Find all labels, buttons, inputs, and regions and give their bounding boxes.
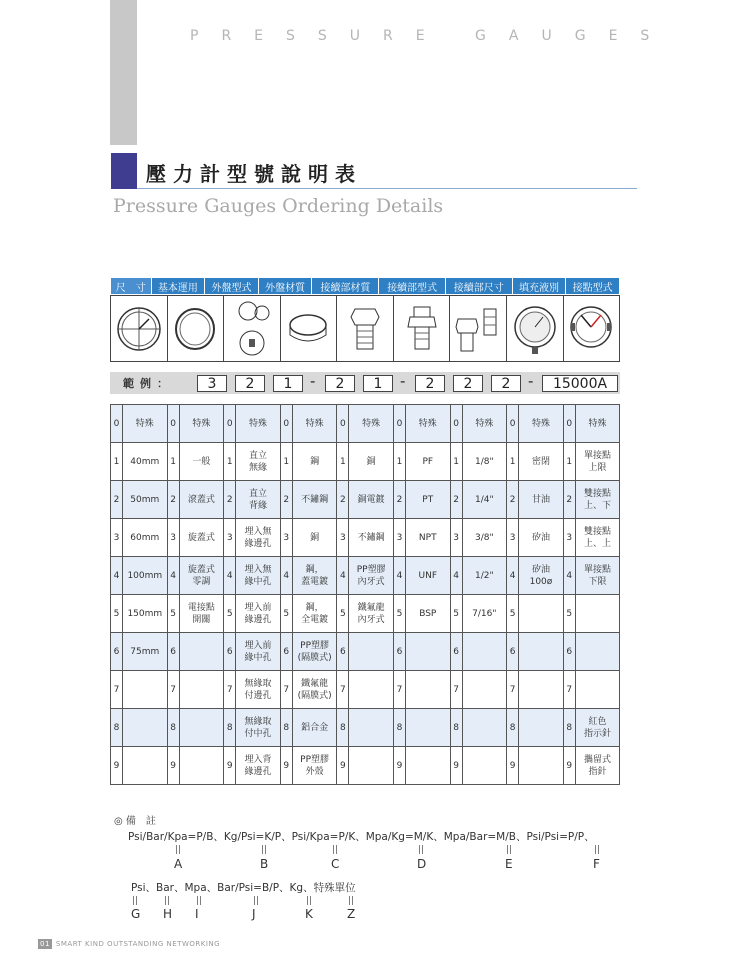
column-header: 尺 寸 [111,278,152,295]
code-digit: 2 [393,481,405,519]
column-header: 接點型式 [566,278,620,295]
column-header-table [110,277,620,295]
fitting-icon [337,296,394,361]
option-value: BSP [405,595,450,633]
option-value: 矽油 100ø [519,557,564,595]
option-value: 矽油 [519,519,564,557]
code-digit: 0 [563,405,575,443]
table-row [111,481,620,519]
code-digit: 0 [167,405,179,443]
code-digit: 5 [224,595,236,633]
code-digit: 4 [450,557,462,595]
option-value [519,747,564,785]
code-digit: 8 [337,709,349,747]
equals-mark: || [332,845,339,855]
option-value: 1/4" [462,481,507,519]
code-digit: 6 [450,633,462,671]
code-digit: 9 [563,747,575,785]
option-value [462,747,507,785]
equals-mark: || [348,896,355,906]
code-digit: 1 [507,443,519,481]
option-value: 滾蓋式 [179,481,224,519]
liquid-gauge-icon [507,296,564,361]
code-digit: 4 [111,557,123,595]
equals-mark: || [506,845,513,855]
equals-mark: || [132,896,139,906]
footer-text: SMART KIND OUTSTANDING NETWORKING [55,940,221,948]
example-code-6: 2 [415,375,445,392]
page-number: 01 [40,940,50,948]
code-digit: 5 [280,595,292,633]
table-row [111,519,620,557]
option-value: 鋁合金 [292,709,337,747]
option-value: 60mm [123,519,168,557]
code-digit: 4 [280,557,292,595]
example-label: 範例： [123,377,174,390]
case-icon [281,296,338,361]
option-value [575,671,620,709]
column-header: 接續部材質 [312,278,379,295]
ring-icon [168,296,225,361]
column-header: 外盤材質 [258,278,312,295]
option-value: 攜留式 指針 [575,747,620,785]
option-value [123,671,168,709]
code-digit: 5 [393,595,405,633]
decorative-grey-bar [110,0,137,145]
option-value [349,709,394,747]
unit-letter: B [260,857,269,871]
unit-letter: K [305,907,313,921]
code-digit: 7 [393,671,405,709]
example-dash: - [400,372,406,390]
gauge-front-icon [111,296,168,361]
table-row [111,557,620,595]
option-value: 鋼， 蓋電鍍 [292,557,337,595]
option-value: 無緣取 付中孔 [236,709,281,747]
table-row [111,709,620,747]
option-value: 特殊 [519,405,564,443]
option-value [179,747,224,785]
option-value: 鋼 [292,443,337,481]
code-digit: 5 [111,595,123,633]
gauge-back-icon [224,296,281,361]
option-value [575,595,620,633]
notes-line-2: Psi、Bar、Mpa、Bar/Psi=B/P、Kg、特殊單位 [131,882,356,894]
option-value [405,671,450,709]
code-digit: 2 [280,481,292,519]
code-digit: 2 [167,481,179,519]
option-value: 100mm [123,557,168,595]
option-value [349,633,394,671]
option-value: 旋蓋式 [179,519,224,557]
option-value: UNF [405,557,450,595]
code-digit: 5 [507,595,519,633]
code-digit: 5 [563,595,575,633]
equals-mark: || [164,896,171,906]
code-digit: 0 [111,405,123,443]
contact-gauge-icon [564,296,620,361]
option-value [519,595,564,633]
option-value: 埋入前 緣中孔 [236,633,281,671]
example-bar [110,372,620,394]
table-row [111,405,620,443]
option-value: 7/16" [462,595,507,633]
example-dash: - [310,372,316,390]
code-digit: 4 [224,557,236,595]
code-digit: 3 [393,519,405,557]
code-digit: 6 [393,633,405,671]
example-code-1: 3 [197,375,227,392]
code-digit: 3 [507,519,519,557]
option-value: 無緣取 付邊孔 [236,671,281,709]
option-value: PF [405,443,450,481]
code-digit: 4 [507,557,519,595]
code-digit: 9 [167,747,179,785]
page-subtitle: Pressure Gauges Ordering Details [113,195,444,217]
unit-letter: H [163,907,173,921]
code-digit: 7 [337,671,349,709]
equals-mark: || [261,845,268,855]
code-digit: 0 [393,405,405,443]
example-code-3: 1 [273,375,303,392]
option-value: 特殊 [462,405,507,443]
option-value: 銅 [292,519,337,557]
option-value [349,671,394,709]
option-value [519,633,564,671]
code-digit: 1 [280,443,292,481]
code-digit: 2 [224,481,236,519]
option-value: 直立 背緣 [236,481,281,519]
code-digit: 9 [393,747,405,785]
option-value: PP塑膠 內牙式 [349,557,394,595]
code-digit: 1 [393,443,405,481]
code-digit: 8 [280,709,292,747]
code-digit: 5 [167,595,179,633]
option-value: 特殊 [292,405,337,443]
code-digit: 7 [507,671,519,709]
code-digit: 3 [111,519,123,557]
code-digit: 5 [450,595,462,633]
option-value: 雙接點 上、下 [575,481,620,519]
option-value: 密閉 [519,443,564,481]
unit-letter: D [417,857,427,871]
option-value [462,709,507,747]
fitting-pair-icon [450,296,507,361]
option-value: 旋蓋式 零調 [179,557,224,595]
code-digit: 3 [167,519,179,557]
option-value: PP塑膠 (隔膜式) [292,633,337,671]
equals-mark: || [253,896,260,906]
fitting-side-icon [394,296,451,361]
option-value: 鐵氟龍 (隔膜式) [292,671,337,709]
code-digit: 3 [450,519,462,557]
option-value: 40mm [123,443,168,481]
code-digit: 9 [507,747,519,785]
option-value: 銅電鍍 [349,481,394,519]
code-digit: 7 [224,671,236,709]
top-title: PRESSURE GAUGES [190,28,673,44]
option-value: 埋入無 緣邊孔 [236,519,281,557]
option-value: 特殊 [179,405,224,443]
code-digit: 4 [563,557,575,595]
code-digit: 7 [450,671,462,709]
unit-letter: E [505,857,513,871]
code-digit: 0 [280,405,292,443]
option-value: 不鏽鋼 [349,519,394,557]
option-value: 鐵氟龍 內牙式 [349,595,394,633]
option-value [462,633,507,671]
option-value: 埋入無 緣中孔 [236,557,281,595]
example-code-5: 1 [363,375,393,392]
title-accent-block [111,153,137,189]
option-value: 單接點 上限 [575,443,620,481]
option-value: 單接點 下限 [575,557,620,595]
option-value: 甘油 [519,481,564,519]
code-digit: 9 [111,747,123,785]
option-value: NPT [405,519,450,557]
option-value [462,671,507,709]
code-digit: 2 [563,481,575,519]
option-value: 埋入前 緣邊孔 [236,595,281,633]
option-value: 鋼， 全電鍍 [292,595,337,633]
code-digit: 2 [450,481,462,519]
example-code-9: 15000A [542,375,618,392]
unit-letter: I [195,907,199,921]
code-digit: 8 [224,709,236,747]
option-value: 不鏽鋼 [292,481,337,519]
example-dash: - [528,372,534,390]
notes-heading: ◎ 備 註 [114,816,156,827]
notes-line-1: Psi/Bar/Kpa=P/B、Kg/Psi=K/P、Psi/Kpa=P/K、Mpa/Kg=M/K、Mpa/Bar=M/B、Psi/Psi=P/P、 [128,831,595,843]
example-code-8: 2 [491,375,521,392]
unit-letter: G [131,907,141,921]
option-value [405,709,450,747]
code-digit: 2 [337,481,349,519]
code-digit: 7 [167,671,179,709]
code-digit: 0 [337,405,349,443]
column-header: 接續部型式 [379,278,446,295]
column-header: 填充液別 [512,278,566,295]
code-digit: 1 [111,443,123,481]
code-digit: 4 [337,557,349,595]
option-value [179,671,224,709]
code-digit: 8 [111,709,123,747]
ordering-table [110,404,620,785]
option-value: 特殊 [123,405,168,443]
product-image-row [110,295,620,362]
option-value [405,747,450,785]
code-digit: 8 [563,709,575,747]
code-digit: 8 [507,709,519,747]
option-value: 150mm [123,595,168,633]
example-code-2: 2 [235,375,265,392]
code-digit: 5 [337,595,349,633]
code-digit: 7 [111,671,123,709]
equals-mark: || [175,845,182,855]
code-digit: 6 [224,633,236,671]
code-digit: 6 [337,633,349,671]
code-digit: 9 [280,747,292,785]
code-digit: 4 [393,557,405,595]
code-digit: 3 [224,519,236,557]
option-value: 埋入背 緣邊孔 [236,747,281,785]
option-value: 銅 [349,443,394,481]
code-digit: 6 [563,633,575,671]
code-digit: 8 [167,709,179,747]
option-value [519,671,564,709]
option-value: 特殊 [236,405,281,443]
option-value: 紅色 指示針 [575,709,620,747]
code-digit: 7 [280,671,292,709]
code-digit: 7 [563,671,575,709]
code-digit: 6 [507,633,519,671]
code-digit: 1 [167,443,179,481]
page-title: 壓力計型號說明表 [146,162,362,186]
option-value: 1/2" [462,557,507,595]
table-row [111,595,620,633]
code-digit: 3 [337,519,349,557]
option-value: 特殊 [405,405,450,443]
option-value: 電接點 開關 [179,595,224,633]
unit-letter: Z [347,907,356,921]
equals-mark: || [418,845,425,855]
unit-letter: J [252,907,256,921]
code-digit: 9 [224,747,236,785]
code-digit: 0 [450,405,462,443]
code-digit: 1 [450,443,462,481]
option-value: 1/8" [462,443,507,481]
code-digit: 6 [111,633,123,671]
option-value [123,747,168,785]
example-code-4: 2 [325,375,355,392]
option-value [123,709,168,747]
option-value [519,709,564,747]
option-value: 3/8" [462,519,507,557]
table-row [111,747,620,785]
unit-letter: A [174,857,183,871]
column-header: 外盤型式 [205,278,259,295]
code-digit: 8 [450,709,462,747]
title-divider [137,188,637,189]
equals-mark: || [594,845,601,855]
option-value [179,709,224,747]
table-row [111,671,620,709]
code-digit: 1 [337,443,349,481]
option-value: 直立 無緣 [236,443,281,481]
unit-letter: C [331,857,340,871]
option-value: PT [405,481,450,519]
option-value [179,633,224,671]
code-digit: 6 [167,633,179,671]
code-digit: 1 [224,443,236,481]
column-header: 基本運用 [151,278,205,295]
code-digit: 9 [450,747,462,785]
code-digit: 3 [280,519,292,557]
code-digit: 2 [507,481,519,519]
equals-mark: || [196,896,203,906]
footer [38,940,220,948]
code-digit: 4 [167,557,179,595]
code-digit: 9 [337,747,349,785]
example-code-7: 2 [453,375,483,392]
code-digit: 0 [224,405,236,443]
code-digit: 6 [280,633,292,671]
option-value: PP塑膠 外殼 [292,747,337,785]
option-value [575,633,620,671]
option-value [349,747,394,785]
option-value [405,633,450,671]
code-digit: 3 [563,519,575,557]
code-digit: 0 [507,405,519,443]
option-value: 特殊 [575,405,620,443]
column-header: 接續部尺寸 [445,278,512,295]
option-value: 一般 [179,443,224,481]
unit-letter: F [593,857,600,871]
option-value: 75mm [123,633,168,671]
table-row [111,443,620,481]
code-digit: 1 [563,443,575,481]
option-value: 50mm [123,481,168,519]
code-digit: 8 [393,709,405,747]
code-digit: 2 [111,481,123,519]
option-value: 特殊 [349,405,394,443]
equals-mark: || [306,896,313,906]
option-value: 雙接點 上、上 [575,519,620,557]
table-row [111,633,620,671]
